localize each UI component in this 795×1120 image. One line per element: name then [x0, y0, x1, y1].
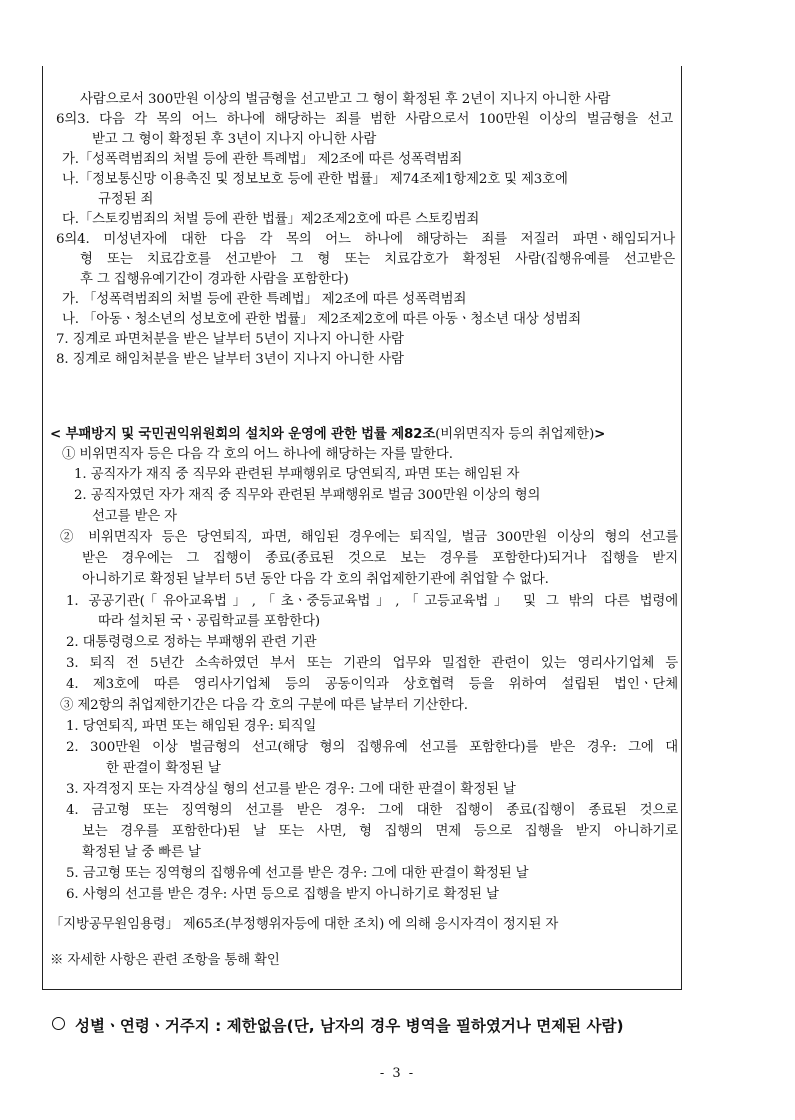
section-title-normal: (비위면직자 등의 취업제한) [435, 427, 595, 442]
text-line: 받고 그 형이 확정된 후 3년이 지나지 아니한 사람 [92, 132, 377, 147]
text-line: 2. 대통령령으로 정하는 부패행위 관련 기관 [66, 635, 317, 650]
text-line: 4. 금고형 또는 징역형의 선고를 받은 경우: 그에 대한 집행이 종료(집행이 종료된 것으로 [66, 803, 678, 818]
text-line: 가. 「성폭력범죄의 처벌 등에 관한 특례법」 제2조에 따른 성폭력범죄 [62, 292, 467, 307]
text-line: 아니하기로 확정된 날부터 5년 동안 다음 각 호의 취업제한기관에 취업할 수 없다. [82, 572, 549, 587]
text-line: 보는 경우를 포함한다)된 날 또는 사면, 형 집행의 면제 등으로 집행을 받지 아니하기로 [82, 824, 678, 839]
text-line: 나. 「아동ㆍ청소년의 성보호에 관한 법률」 제2조제2호에 따른 아동ㆍ청소년 대상 성범죄 [62, 312, 581, 327]
circle-bullet-icon [52, 1017, 65, 1030]
text-line: 2. 300만원 이상 벌금형의 선고(해당 형의 집행유예 선고를 포함한다)를 받은 경우: 그에 대 [66, 740, 678, 755]
note-line: ※ 자세한 사항은 관련 조항을 통해 확인 [50, 953, 280, 968]
text-line: ② 비위면직자 등은 당연퇴직, 파면, 해임된 경우에는 퇴직일, 벌금 300만원 이상의 형의 선고를 [60, 530, 678, 545]
text-line: ③ 제2항의 취업제한기간은 다음 각 호의 구분에 따른 날부터 기산한다. [60, 698, 468, 713]
section-title [50, 425, 605, 445]
text-line: 후 그 집행유예기간이 경과한 사람을 포함한다) [80, 272, 349, 287]
text-line: 8. 징계로 해임처분을 받은 날부터 3년이 지나지 아니한 사람 [56, 352, 404, 367]
text-line: 5. 금고형 또는 징역형의 집행유예 선고를 받은 경우: 그에 대한 판결이 확정된 날 [66, 866, 529, 881]
text-line: 가.「성폭력범죄의 처벌 등에 관한 특례법」 제2조에 따른 성폭력범죄 [62, 152, 463, 167]
text-line: 1. 공직자가 재직 중 직무와 관련된 부패행위로 당연퇴직, 파면 또는 해임된 자 [74, 467, 520, 482]
page-number: - 3 - [379, 1066, 416, 1081]
text-line: 다.「스토킹범죄의 처벌 등에 관한 법률」제2조제2호에 따른 스토킹범죄 [62, 212, 480, 227]
text-line: 6. 사형의 선고를 받은 경우: 사면 등으로 집행을 받지 아니하기로 확정된 날 [66, 887, 499, 902]
section-title-bold: < 부패방지 및 국민권익위원회의 설치와 운영에 관한 법률 제82조 [50, 427, 436, 442]
text-line: 3. 자격정지 또는 자격상실 형의 선고를 받은 경우: 그에 대한 판결이 확정된 날 [66, 782, 516, 797]
text-line: 나.「정보통신망 이용촉진 및 정보보호 등에 관한 법률」 제74조제1항제2호 및 제3호에 [62, 172, 568, 187]
text-line: 규정된 죄 [98, 192, 154, 207]
text-line: 선고를 받은 자 [92, 509, 177, 524]
text-line: 확정된 날 중 빠른 날 [82, 845, 201, 860]
footer-eligibility [52, 1014, 624, 1036]
text-line: 따라 설치된 국ㆍ공립학교를 포함한다) [98, 614, 320, 629]
text-line: 6의4. 미성년자에 대한 다음 각 목의 어느 하나에 해당하는 죄를 저질러 파면ㆍ해임되거나 [56, 232, 675, 247]
footer-text: 성별ㆍ연령ㆍ거주지 : 제한없음(단, 남자의 경우 병역을 필하였거나 면제된 사람) [75, 1017, 624, 1035]
text-line: 6의3. 다음 각 목의 어느 하나에 해당하는 죄를 범한 사람으로서 100만원 이상의 벌금형을 선고 [56, 112, 673, 127]
text-line: 2. 공직자였던 자가 재직 중 직무와 관련된 부패행위로 벌금 300만원 이상의 형의 [74, 488, 541, 503]
text-line: 1. 공공기관(「유아교육법」,「초ㆍ중등교육법」,「고등교육법」 및 그 밖의 다른 법령에 [66, 594, 678, 609]
text-line: 4. 제3호에 따른 영리사기업체 등의 공동이익과 상호협력 등을 위하여 설립된 법인ㆍ단체 [66, 677, 678, 692]
note-line: 「지방공무원임용령」 제65조(부정행위자등에 대한 조치) 에 의해 응시자격이 정지된 자 [50, 917, 559, 932]
text-line: 3. 퇴직 전 5년간 소속하였던 부서 또는 기관의 업무와 밀접한 관련이 있는 영리사기업체 등 [66, 656, 678, 671]
text-line: 1. 당연퇴직, 파면 또는 해임된 경우: 퇴직일 [66, 719, 317, 734]
text-line: ① 비위면직자 등은 다음 각 호의 어느 하나에 해당하는 자를 말한다. [62, 447, 453, 462]
section-title-close: > [594, 427, 606, 442]
text-line: 받은 경우에는 그 집행이 종료(종료된 것으로 보는 경우를 포함한다)되거나 집행을 받지 [82, 551, 678, 566]
text-line: 사람으로서 300만원 이상의 벌금형을 선고받고 그 형이 확정된 후 2년이 지나지 아니한 사람 [80, 92, 611, 107]
text-line: 7. 징계로 파면처분을 받은 날부터 5년이 지나지 아니한 사람 [56, 332, 404, 347]
text-line: 형 또는 치료감호를 선고받아 그 형 또는 치료감호가 확정된 사람(집행유예를 선고받은 [80, 252, 675, 267]
text-line: 한 판결이 확정된 날 [106, 761, 221, 776]
